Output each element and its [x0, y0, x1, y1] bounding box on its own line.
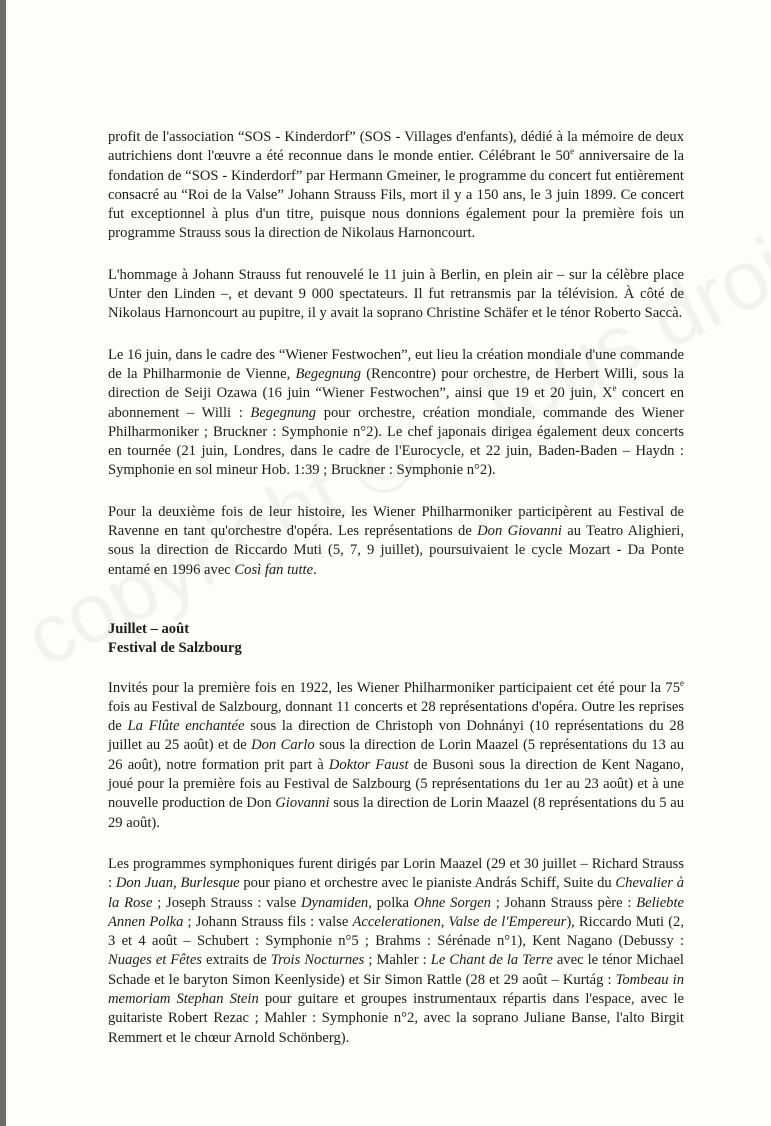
page-edge — [0, 0, 6, 1126]
italic-title: Accelerationen, Valse de l'Empereur — [352, 913, 567, 930]
text-run: extraits de — [201, 952, 271, 969]
text-run: Pour la deuxième fois de leur histoire, les Wiener Philharmoniker participèrent au Festival de Ravenne en tant qu'orchestre d'opéra. Les représentations de — [108, 503, 684, 540]
italic-title: Don Juan, Burlesque — [115, 875, 240, 892]
italic-title: Beliebte Annen Polka — [108, 894, 684, 930]
document-body — [108, 128, 684, 1070]
text-run: Les programmes symphoniques furent dirigés par Lorin Maazel (29 et 30 juillet – Richard Strauss : — [108, 855, 684, 892]
text-run: profit de l'association “SOS - Kinderdorf” (SOS - Villages d'enfants), dédié à la mémoire de deux autrichiens dont l'œuvre a été reconnue dans le monde entier. Célébrant le 50 — [108, 129, 684, 165]
text-run: pour guitare et groupes instrumentaux répartis dans l'espace, avec le guitariste Robert Rezac ; Mahler : Symphonie n°2, avec la soprano Juliane Banse, l'alto Birgit Remmert et le chœur Arnold Schönberg). — [108, 990, 684, 1046]
italic-title: Begegnung — [295, 365, 362, 382]
superscript: e — [570, 146, 575, 157]
section-paragraph-2 — [108, 855, 684, 1048]
text-run: au Teatro Alighieri, sous la direction de Riccardo Muti (5, 7, 9 juillet), poursuivaient le cycle Mozart - Da Ponte entamé en 1996 avec — [108, 523, 684, 578]
section-heading — [108, 620, 684, 659]
text-run: avec le ténor Michael Schade et le baryton Simon Keenlyside) et Sir Simon Rattle (28 et 29 août – Kurtág : — [108, 952, 684, 988]
text-run: L'hommage à Johann Strauss fut renouvelé le 11 juin à Berlin, en plein air – sur la célèbre place Unter den Linden –, et devant 9 000 spectateurs. Il fut retransmis par la télévision. À côté de Nikolaus Harnoncourt au pupitre, il y avait la soprano Christine Schäfer et le ténor Roberto Saccà. — [108, 266, 684, 322]
text-run: anniversaire de la fondation de “SOS - Kinderdorf” par Hermann Gmeiner, le programme du concert fut entièrement consacré au “Roi de la Valse” Johann Strauss Fils, mort il y a 150 ans, le 3 juin 1899. Ce concert fut exceptionnel à plus d'un titre, puisque nous donnions également pour la première fois un programme Strauss sous la direction de Nikolaus Harnoncourt. — [108, 148, 684, 242]
text-run: sous la direction de Lorin Maazel (5 représentations du 13 au 26 août), notre formation prit part à — [108, 737, 684, 773]
paragraph-1 — [108, 128, 684, 244]
text-run: ; Mahler : — [364, 952, 431, 969]
italic-title: Dynamiden — [300, 894, 369, 911]
italic-title: Chevalier à la Rose — [108, 875, 685, 911]
text-run: (Rencontre) pour orchestre, de Herbert Willi, sous la direction de Seiji Ozawa (16 juin “Wiener Festwochen”, ainsi que 19 et 20 juin, X — [108, 365, 684, 402]
text-run: ; Joseph Strauss : valse — [152, 894, 301, 911]
text-run: de Busoni sous la direction de Kent Nagano, joué pour la première fois au Festival de Salzbourg (5 représentations du 1er au 23 août) et à une nouvelle production de Don — [108, 756, 684, 812]
italic-title: Don Giovanni — [477, 523, 562, 540]
section-paragraphs — [108, 679, 684, 1048]
italic-title: Doktor Faust — [328, 756, 409, 773]
italic-title: Ohne Sorgen — [413, 894, 491, 911]
paragraph-2 — [108, 266, 684, 324]
text-run: ; Johann Strauss fils : valse — [183, 913, 353, 930]
superscript: e — [680, 677, 684, 688]
text-run: , polka — [368, 894, 414, 911]
text-run: ; Johann Strauss père : — [490, 894, 637, 911]
text-run: ), Riccardo Muti (2, 3 et 4 août – Schubert : Symphonie n°5 ; Brahms : Sérénade n°1), Kent Nagano (Debussy : — [108, 913, 684, 950]
text-run: sous la direction de Lorin Maazel (8 représentations du 5 au 29 août). — [108, 795, 684, 831]
text-run: pour orchestre, création mondiale, commande des Wiener Philharmoniker ; Bruckner : Symphonie n°2). Le chef japonais dirigea également deux concerts en tournée (21 juin, Londres, dans le cadre de l'Eurocycle, et 22 juin, Baden-Baden – Haydn : Symphonie en sol mineur Hob. 1:39 ; Bruckner : Symphonie n°2). — [108, 404, 684, 479]
text-run: Invités pour la première fois en 1922, les Wiener Philharmoniker participaient cet été pour la 75 — [108, 679, 680, 696]
text-run: Le 16 juin, dans le cadre des “Wiener Festwochen”, eut lieu la création mondiale d'une commande de la Philharmonie de Vienne, — [108, 346, 684, 382]
paragraph-3 — [108, 346, 684, 481]
section-heading-dates: Juillet – août — [108, 620, 190, 637]
italic-title: Tombeau in memoriam Stephan Stein — [108, 971, 684, 1007]
text-run: sous la direction de Christoph von Dohnányi (10 représentations du 28 juillet au 25 août) et de — [108, 718, 684, 754]
text-run: concert en abonnement – Willi : — [108, 385, 685, 421]
text-run: . — [313, 561, 317, 578]
superscript: e — [612, 383, 617, 394]
italic-title: Così fan tutte — [234, 561, 314, 578]
paragraph-4 — [108, 503, 684, 580]
italic-title: Begegnung — [250, 404, 317, 421]
text-run: pour piano et orchestre avec le pianiste András Schiff, Suite du — [239, 875, 616, 892]
section-heading-title: Festival de Salzbourg — [108, 640, 242, 657]
italic-title: Le Chant de la Terre — [430, 952, 553, 969]
intro-paragraphs — [108, 128, 684, 580]
italic-title: Trois Nocturnes — [270, 952, 365, 969]
italic-title: Don Carlo — [251, 737, 315, 754]
italic-title: La Flûte enchantée — [127, 718, 245, 735]
italic-title: Giovanni — [275, 795, 330, 812]
text-run: fois au Festival de Salzbourg, donnant 11 concerts et 28 représentations d'opéra. Outre les reprises de — [108, 698, 684, 735]
section-paragraph-1 — [108, 679, 684, 833]
italic-title: Nuages et Fêtes — [108, 952, 202, 969]
